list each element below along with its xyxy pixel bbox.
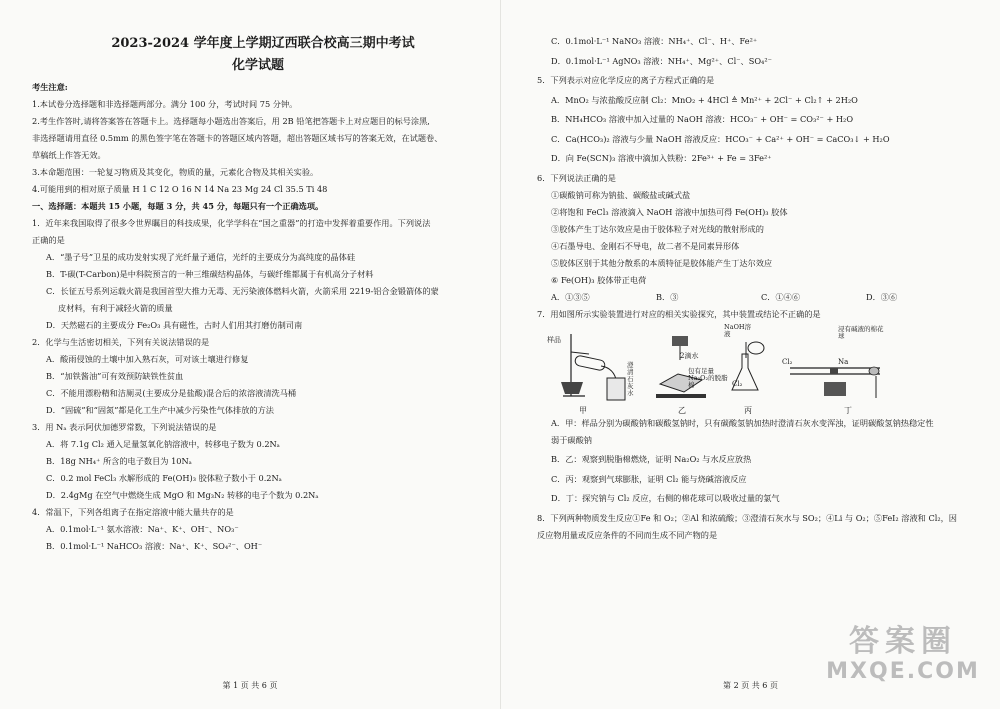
label-cl2-ding: Cl₂ xyxy=(782,357,793,366)
notice-1: 1.本试卷分选择题和非选择题两部分。满分 100 分，考试时间 75 分钟。 xyxy=(32,99,298,109)
q5-stem: 5．下列表示对应化学反应的离子方程式正确的是 xyxy=(537,75,715,85)
q6-item-3: ③胶体产生丁达尔效应是由于胶体粒子对光线的散射形成的 xyxy=(551,223,764,234)
q1-option-a: A．“墨子号”卫星的成功发射实现了光纤量子通信，光纤的主要成分为高纯度的晶体硅 xyxy=(46,252,356,262)
q6-option-c: C．①④⑥ xyxy=(761,291,801,302)
q7-stem: 7．用如图所示实验装置进行对应的相关实验探究，其中装置或结论不正确的是 xyxy=(537,308,821,319)
q6-item-2: ②将饱和 FeCl₃ 溶液滴入 NaOH 溶液中加热可得 Fe(OH)₃ 胶体 xyxy=(551,206,788,217)
apparatus-yi xyxy=(650,324,728,416)
apparatus-ding xyxy=(780,324,890,416)
q4-option-b: B．0.1mol·L⁻¹ NaHCO₃ 溶液：Na⁺、K⁺、SO₄²⁻、OH⁻ xyxy=(46,541,263,551)
q2-stem: 2．化学与生活密切相关，下列有关说法错误的是 xyxy=(32,337,210,347)
q7-figure xyxy=(545,324,982,416)
q1-option-c-cont: 皮材料，有利于减轻火箭的质量 xyxy=(58,303,173,313)
q3-option-b: B．18g NH₄⁺ 所含的电子数目为 10Nₐ xyxy=(46,456,192,466)
page-number-right: 第 2 页 共 6 页 xyxy=(723,681,778,690)
label-naoh-solution: NaOH溶液 xyxy=(724,322,752,338)
q1-option-b: B．T-碳(T-Carbon)是中科院预言的一种三维碳结构晶体，与碳纤维都属于有机高分子材料 xyxy=(46,269,374,279)
notice-2-cont: 非选择题请用直径 0.5mm 的黑色签字笔在答题卡的答题区域内答题，超出答题区域书写的答案无效，在试题卷、 xyxy=(32,133,443,143)
q5-option-b: B．NH₄HCO₃ 溶液中加入过量的 NaOH 溶液：HCO₃⁻ + OH⁻ = CO₃²⁻ + H₂O xyxy=(551,114,854,124)
q2-option-d: D．“固硫”和“固氮”都是化工生产中减少污染性气体排放的方法 xyxy=(46,405,274,415)
q3-option-c: C．0.2 mol FeCl₃ 水解形成的 Fe(OH)₃ 胶体粒子数小于 0.2Nₐ xyxy=(46,473,282,483)
exam-subtitle: 化学试题 xyxy=(231,58,284,73)
q6-item-4: ④石墨导电、金刚石不导电，故二者不是同素异形体 xyxy=(551,240,740,251)
q5-option-c: C．Ca(HCO₃)₂ 溶液与少量 NaOH 溶液反应：HCO₃⁻ + Ca²⁺ + OH⁻ = CaCO₃↓ + H₂O xyxy=(551,133,890,144)
q1-stem-cont: 正确的是 xyxy=(32,235,65,245)
q8-stem: 8．下列两种物质发生反应①Fe 和 O₂；②Al 和浓硫酸；③澄清石灰水与 SO₂；④Li 与 O₂；⑤FeI₂ 溶液和 Cl₂，因 xyxy=(537,512,957,523)
notice-heading: 考生注意: xyxy=(32,82,68,92)
notice-3: 3.本命题范围：一轮复习物质及其变化，物质的量，元素化合物及其相关实验。 xyxy=(32,167,319,177)
q6-item-5: ⑤胶体区别于其他分散系的本质特征是胶体能产生丁达尔效应 xyxy=(551,257,773,268)
q8-stem-cont: 反应物用量或反应条件的不同而生成不同产物的是 xyxy=(537,529,718,540)
q4-option-c: C．0.1mol·L⁻¹ NaNO₃ 溶液：NH₄⁺、Cl⁻、H⁺、Fe²⁺ xyxy=(551,36,758,46)
label-na: Na xyxy=(838,357,849,366)
apparatus-bing xyxy=(720,324,780,416)
label-jia: 甲 xyxy=(579,405,587,415)
dropper-apparatus-drawing xyxy=(650,324,720,404)
q7-option-d: D．丁：探究钠与 Cl₂ 反应，右侧的棉花球可以吸收过量的氯气 xyxy=(551,493,780,503)
q4-stem: 4．常温下，下列各组离子在指定溶液中能大量共存的是 xyxy=(32,507,234,517)
q2-option-a: A．酸雨侵蚀的土壤中加入熟石灰，可对该土壤进行修复 xyxy=(46,354,249,364)
label-limewater: 澄清石灰水 xyxy=(627,360,634,397)
label-ding: 丁 xyxy=(844,405,852,415)
exam-title: 2023-2024 学年度上学期辽西联合校高三期中考试 xyxy=(111,36,415,51)
watermark-chinese: 答案圈 xyxy=(849,624,957,659)
q5-option-a: A．MnO₂ 与浓盐酸反应制 Cl₂：MnO₂ + 4HCl ≜ Mn²⁺ + 2Cl⁻ + Cl₂↑ + 2H₂O xyxy=(551,94,858,105)
q4-option-a: A．0.1mol·L⁻¹ 氨水溶液：Na⁺、K⁺、OH⁻、NO₃⁻ xyxy=(46,524,239,534)
right-page xyxy=(500,0,1000,709)
site-watermark xyxy=(818,625,988,695)
notice-2-end: 草稿纸上作答无效。 xyxy=(32,150,106,160)
q6-stem: 6．下列说法正确的是 xyxy=(537,172,616,183)
notice-2: 2.考生作答时,请将答案答在答题卡上。选择题每小题选出答案后，用 2B 铅笔把答题卡上对应题目的标号涂黑, xyxy=(32,116,430,126)
q2-option-c: C．不能用漂粉精和洁厕灵(主要成分是盐酸)混合后的浓溶液清洗马桶 xyxy=(46,388,297,398)
q1-option-c: C．长征五号系列运载火箭是我国首型大推力无毒、无污染液体燃料火箭，火箭采用 2219-铝合金锻箭体的蒙 xyxy=(46,286,439,296)
q6-item-6: ⑥ Fe(OH)₃ 胶体带正电荷 xyxy=(551,274,647,285)
label-cl2-bing: Cl₂ xyxy=(732,379,743,388)
q1-stem: 1．近年来我国取得了很多令世界瞩目的科技成果，化学学科在“国之重器”的打造中发挥着重要作用。下列说法 xyxy=(32,218,431,228)
q7-option-a: A．甲：样品分别为碳酸钠和碳酸氢钠时，只有碳酸氢钠加热时澄清石灰水变浑浊，证明碳酸氢钠热稳定性 xyxy=(551,417,934,428)
q5-option-d: D．向 Fe(SCN)₃ 溶液中滴加入铁粉：2Fe³⁺ + Fe = 3Fe²⁺ xyxy=(551,153,772,163)
q6-option-a: A．①③⑤ xyxy=(551,291,590,302)
q6-item-1: ①碳酸钠可称为钠盐、碳酸盐或碱式盐 xyxy=(551,189,691,200)
q3-option-d: D．2.4gMg 在空气中燃烧生成 MgO 和 Mg₃N₂ 转移的电子个数为 0.2Nₐ xyxy=(46,490,319,500)
q6-option-d: D．③⑥ xyxy=(866,291,898,302)
q4-option-d: D．0.1mol·L⁻¹ AgNO₃ 溶液：NH₄⁺、Mg²⁺、Cl⁻、SO₄²⁻ xyxy=(551,55,772,66)
q1-option-d: D．天然磁石的主要成分 Fe₂O₃ 具有磁性，古时人们用其打磨仿制司南 xyxy=(46,320,303,330)
label-sample: 样品 xyxy=(547,335,561,344)
q7-option-a-cont: 弱于碳酸钠 xyxy=(551,434,592,445)
q7-option-c: C．丙：观察到气球膨胀，证明 Cl₂ 能与烧碱溶液反应 xyxy=(551,473,747,484)
q3-stem: 3．用 Nₐ 表示阿伏加德罗常数，下列说法错误的是 xyxy=(32,422,217,432)
label-yi: 乙 xyxy=(678,405,686,415)
notice-4: 4.可能用到的相对原子质量 H 1 C 12 O 16 N 14 Na 23 Mg 24 Cl 35.5 Ti 48 xyxy=(32,184,328,194)
q2-option-b: B．“加铁酱油”可有效预防缺铁性贫血 xyxy=(46,371,184,381)
q6-options xyxy=(537,292,982,303)
watermark-domain: MXQE.COM xyxy=(826,659,980,684)
label-cotton-ball: 浸有碱液的棉花球 xyxy=(838,324,884,340)
page-number-left: 第 1 页 共 6 页 xyxy=(222,681,278,690)
label-cotton: 包有足量Na₂O₂的脱脂棉 xyxy=(688,366,728,389)
apparatus-jia xyxy=(545,324,650,416)
q6-option-b: B．③ xyxy=(656,291,679,302)
label-two-drops: 2滴水 xyxy=(680,351,699,360)
section-heading: 一、选择题：本题共 15 小题，每题 3 分，共 45 分，每题只有一个正确选项。 xyxy=(32,201,324,211)
q7-option-b: B．乙：观察到脱脂棉燃烧，证明 Na₂O₂ 与水反应放热 xyxy=(551,454,752,464)
q3-option-a: A．将 7.1g Cl₂ 通入足量氢氧化钠溶液中，转移电子数为 0.2Nₐ xyxy=(46,439,280,449)
label-bing: 丙 xyxy=(744,405,752,415)
